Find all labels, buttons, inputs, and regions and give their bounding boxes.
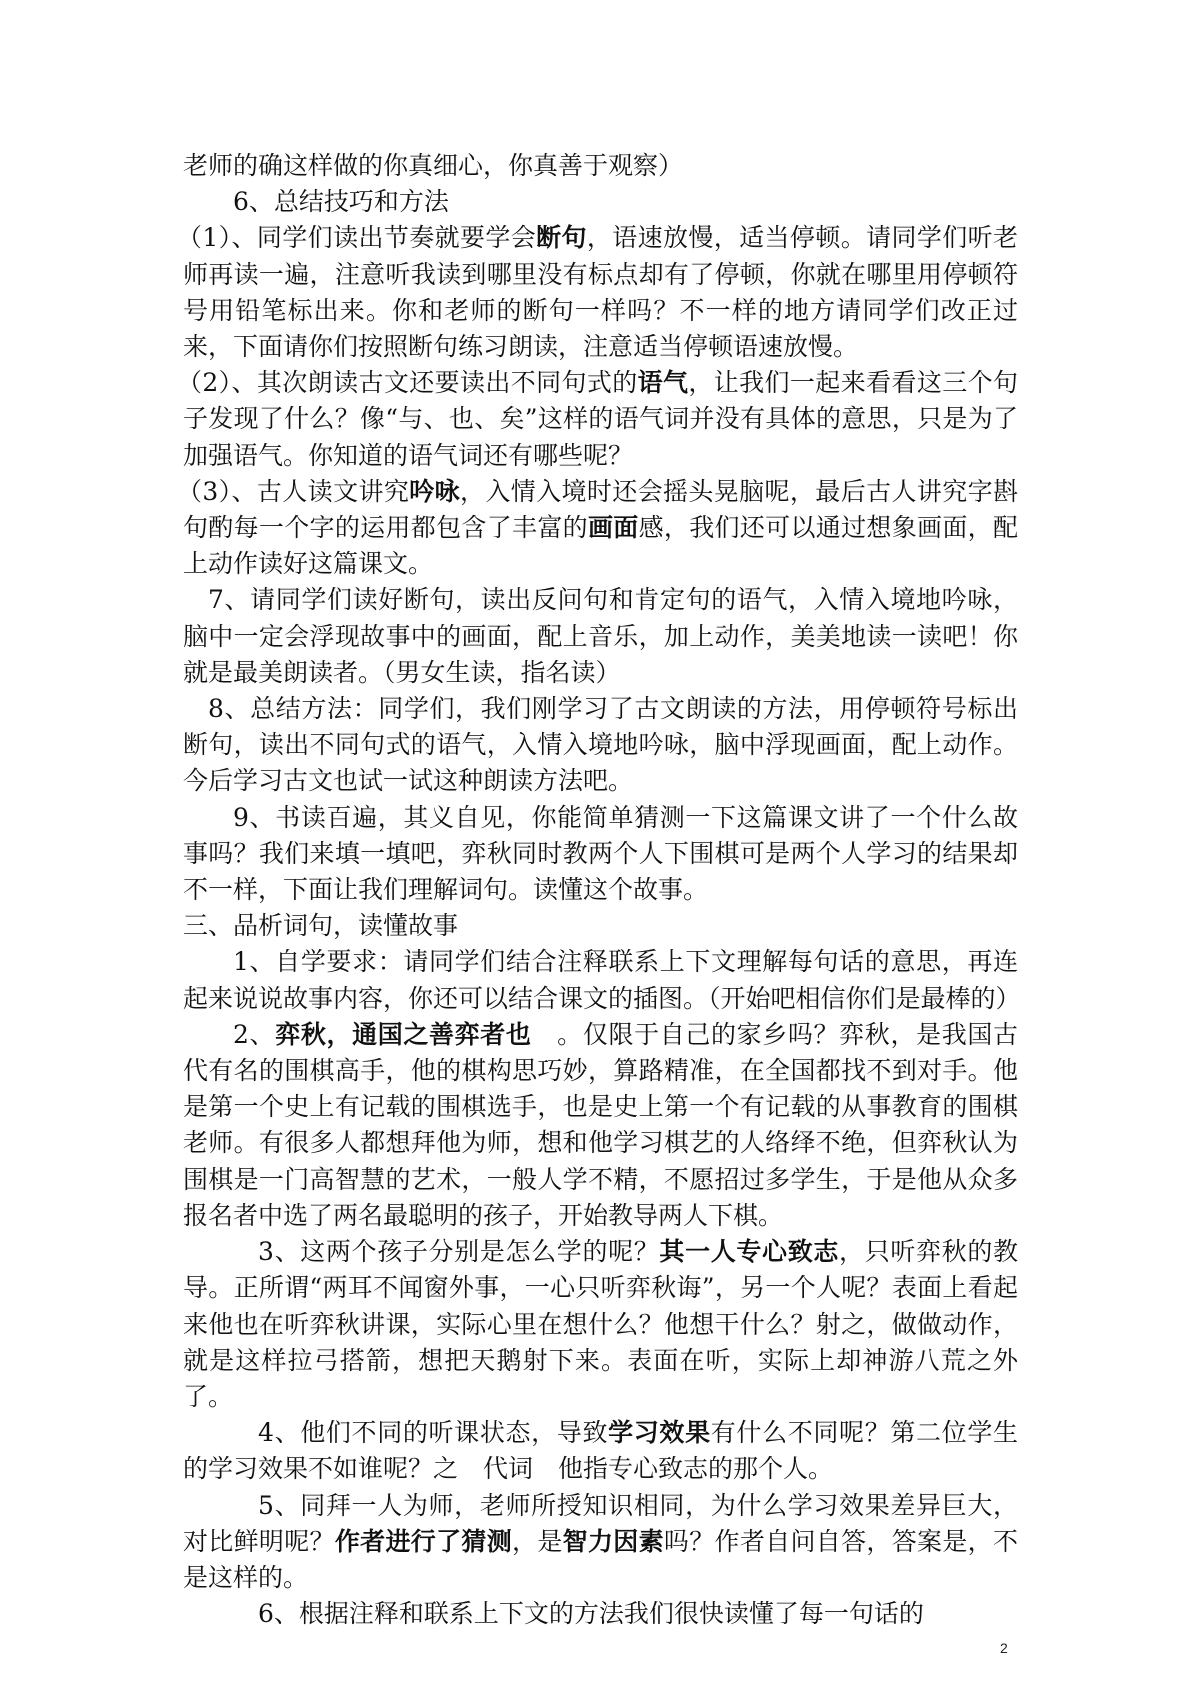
bold-term: 语气 <box>637 368 689 398</box>
bold-term: 吟咏 <box>409 476 460 506</box>
text-run: （2）、其次朗读古文还要读出不同句式的 <box>177 368 638 398</box>
paragraph: 8、总结方法：同学们，我们刚学习了古文朗读的方法，用停顿符号标出断句，读出不同句式的语气，入情入境地吟咏，脑中浮现画面，配上动作。今后学习古文也试一试这种朗读方法吧。 <box>183 694 1018 796</box>
text-run: ，入情入境时还会摇头晃脑呢，最后古人讲究字斟句酌每一个字的运用都包含了丰富的 <box>183 476 1018 543</box>
bold-term: 智力因素 <box>562 1526 664 1556</box>
paragraph: 7、请同学们读好断句，读出反问句和肯定句的语气，入情入境地吟咏，脑中一定会浮现故事中的画面，配上音乐，加上动作，美美地读一读吧！你就是最美朗读者。（男女生读，指名读） <box>183 585 1018 687</box>
document-body <box>177 148 1021 1632</box>
paragraph: 9、书读百遍，其义自见，你能简单猜测一下这篇课文讲了一个什么故事吗？我们来填一填吧，弈秋同时教两个人下围棋可是两个人学习的结果却不一样，下面让我们理解词句。读懂这个故事。 <box>183 802 1018 905</box>
text-run: （1）、同学们读出节奏就要学会 <box>177 223 537 253</box>
text-run: 2、 <box>233 1019 276 1049</box>
paragraph <box>177 220 1018 365</box>
section-heading: 三、品析词句，读懂故事 <box>183 911 459 941</box>
text-run: 5、同拜一人为师，老师所授知识相同，为什么学习效果差异巨大，对比鲜明呢？ <box>183 1490 1018 1556</box>
text-run: 3、这两个孩子分别是怎么学的呢？ <box>258 1237 660 1267</box>
text-run: 感，我们还可以通过想象画面，配上动作读好这篇课文。 <box>183 513 1018 579</box>
text-run: ，语速放慢，适当停顿。请同学们听老师再读一遍，注意听我读到哪里没有标点却有了停顿，你就在哪里用停顿符号用铅笔标出来。你和老师的断句一样吗？不一样的地方请同学们改正过来，下面请你们按照断句练习朗读，注意适当停顿语速放慢。 <box>183 223 1018 362</box>
text-run: 4、他们不同的听课状态，导致 <box>258 1418 609 1448</box>
paragraph: 6、根据注释和联系上下文的方法我们很快读懂了每一句话的 <box>258 1599 924 1629</box>
paragraph <box>177 365 1018 474</box>
bold-term: 作者进行了猜测 <box>334 1526 513 1556</box>
bold-term: 画面 <box>587 513 639 543</box>
paragraph <box>183 1234 1018 1415</box>
text-run: 。仅限于自己的家乡吗？弈秋，是我国古代有名的围棋高手，他的棋构思巧妙，算路精准，在全国都找不到对手。他是第一个史上有记载的围棋选手，也是史上第一个有记载的从事教育的围棋老师。有很多人都想拜他为师，想和他学习棋艺的人络绎不绝，但弈秋认为围棋是一门高智慧的艺术，一般人学不精，不愿招过多学生，于是他从众多报名者中选了两名最聪明的孩子，开始教导两人下棋。 <box>183 1019 1018 1230</box>
bold-term: 断句 <box>536 223 587 253</box>
paragraph <box>183 1415 1018 1487</box>
paragraph <box>183 1488 1018 1597</box>
paragraph <box>177 474 1018 583</box>
text-run: ，只听弈秋的教导。正所谓“两耳不闻窗外事，一心只听弈秋诲”，另一个人呢？表面上看起来他也在听弈秋讲课，实际心里在想什么？他想干什么？射之，做做动作，就是这样拉弓搭箭，想把天鹅射下来。表面在听，实际上却神游八荒之外了。 <box>183 1237 1018 1411</box>
paragraph <box>183 1017 1018 1234</box>
text-run: 有什么不同呢？第二位学生的学习效果不如谁呢？之 代词 他指专心致志的那个人。 <box>183 1418 1018 1484</box>
text-run: （3）、古人读文讲究 <box>177 476 410 506</box>
page-number: 2 <box>1000 1640 1008 1656</box>
text-run: 吗？作者自问自答，答案是，不是这样的。 <box>183 1526 1018 1592</box>
text-run: ，让我们一起来看看这三个句子发现了什么？像“与、也、矣”这样的语气词并没有具体的意思，只是为了加强语气。你知道的语气词还有哪些呢？ <box>183 368 1018 470</box>
paragraph: 老师的确这样做的你真细心，你真善于观察） <box>183 151 684 180</box>
bold-term: 其一人专心致志 <box>659 1237 840 1267</box>
bold-term: 学习效果 <box>608 1418 711 1448</box>
paragraph: 1、自学要求：请同学们结合注释联系上下文理解每句话的意思，再连起来说说故事内容，你还可以结合课文的插图。（开始吧相信你们是最棒的） <box>183 947 1021 1013</box>
bold-term: 弈秋，通国之善弈者也 <box>275 1019 532 1049</box>
text-run: ，是 <box>512 1526 563 1556</box>
paragraph: 6、总结技巧和方法 <box>233 187 449 217</box>
